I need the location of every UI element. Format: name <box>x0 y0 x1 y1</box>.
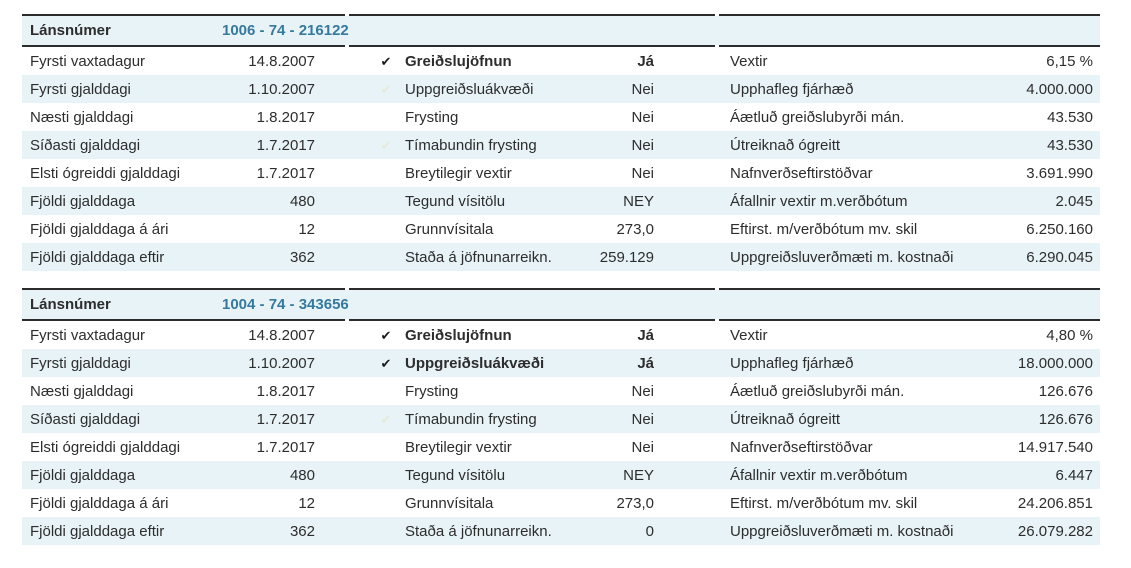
loan-number-label: Lánsnúmer <box>30 296 111 313</box>
table-row <box>22 489 1100 517</box>
clause-label: Greiðslujöfnun <box>405 52 512 70</box>
date-value: 1.8.2017 <box>256 382 315 400</box>
amount-value: 18.000.000 <box>1017 354 1093 372</box>
amount-value: 26.079.282 <box>1017 522 1093 540</box>
amount-label: Nafnverðseftirstöðvar <box>730 438 873 456</box>
clause-value: Nei <box>631 438 654 456</box>
section-rows <box>22 321 1100 545</box>
table-row <box>22 215 1100 243</box>
clause-value: Já <box>637 354 654 372</box>
check-icon-faint: ✔ <box>380 82 392 96</box>
table-row <box>22 243 1100 271</box>
check-icon: ✔ <box>380 54 392 68</box>
amount-label: Vextir <box>730 52 768 70</box>
clause-label: Grunnvísitala <box>405 494 494 512</box>
clause-label: Breytilegir vextir <box>405 438 512 456</box>
table-row <box>22 131 1100 159</box>
clause-value: 273,0 <box>616 220 654 238</box>
date-label: Fjöldi gjalddaga eftir <box>30 522 165 540</box>
date-value: 12 <box>298 494 315 512</box>
loan-number-link[interactable]: 1006 - 74 - 216122 <box>222 22 349 39</box>
clause-label: Uppgreiðsluákvæði <box>405 354 545 372</box>
date-value: 1.10.2007 <box>248 354 315 372</box>
date-label: Fyrsti vaxtadagur <box>30 326 146 344</box>
check-icon: ✔ <box>380 356 392 370</box>
amount-label: Áfallnir vextir m.verðbótum <box>730 466 908 484</box>
check-icon-faint: ✔ <box>380 138 392 152</box>
date-label: Elsti ógreiddi gjalddagi <box>30 164 181 182</box>
clause-value: Nei <box>631 382 654 400</box>
table-row <box>22 349 1100 377</box>
date-value: 362 <box>289 522 315 540</box>
clause-label: Frysting <box>405 108 459 126</box>
date-value: 480 <box>289 466 315 484</box>
amount-label: Nafnverðseftirstöðvar <box>730 164 873 182</box>
table-row <box>22 103 1100 131</box>
clause-value: 273,0 <box>616 494 654 512</box>
amount-value: 6.290.045 <box>1026 248 1093 266</box>
clause-label: Breytilegir vextir <box>405 164 512 182</box>
date-label: Fyrsti vaxtadagur <box>30 52 146 70</box>
amount-label: Áætluð greiðslubyrði mán. <box>730 108 905 126</box>
date-label: Síðasti gjalddagi <box>30 410 141 428</box>
loan-number-label: Lánsnúmer <box>30 22 111 39</box>
clause-value: Nei <box>631 80 654 98</box>
amount-value: 24.206.851 <box>1017 494 1093 512</box>
clause-value: Já <box>637 326 654 344</box>
date-label: Elsti ógreiddi gjalddagi <box>30 438 181 456</box>
amount-label: Eftirst. m/verðbótum mv. skil <box>730 220 918 238</box>
table-row <box>22 75 1100 103</box>
clause-label: Tegund vísitölu <box>405 466 506 484</box>
section-header <box>22 290 1100 319</box>
clause-value: Nei <box>631 410 654 428</box>
clause-label: Frysting <box>405 382 459 400</box>
date-value: 14.8.2007 <box>248 52 315 70</box>
date-label: Fjöldi gjalddaga á ári <box>30 494 169 512</box>
amount-value: 4.000.000 <box>1026 80 1093 98</box>
clause-value: Nei <box>631 136 654 154</box>
clause-label: Grunnvísitala <box>405 220 494 238</box>
amount-value: 43.530 <box>1047 108 1093 126</box>
clause-value: Já <box>637 52 654 70</box>
clause-label: Staða á jöfnunarreikn. <box>405 248 552 266</box>
table-row <box>22 321 1100 349</box>
amount-value: 3.691.990 <box>1026 164 1093 182</box>
table-row <box>22 47 1100 75</box>
date-label: Fyrsti gjalddagi <box>30 354 131 372</box>
date-value: 1.7.2017 <box>256 438 315 456</box>
date-value: 14.8.2007 <box>248 326 315 344</box>
amount-label: Eftirst. m/verðbótum mv. skil <box>730 494 918 512</box>
table-row <box>22 405 1100 433</box>
amount-value: 2.045 <box>1055 192 1093 210</box>
date-value: 1.8.2017 <box>256 108 315 126</box>
amount-label: Útreiknað ógreitt <box>730 410 841 428</box>
clause-label: Tímabundin frysting <box>405 136 537 154</box>
clause-value: 259.129 <box>599 248 654 266</box>
table-row <box>22 461 1100 489</box>
amount-label: Upphafleg fjárhæð <box>730 80 854 98</box>
loan-number-link[interactable]: 1004 - 74 - 343656 <box>222 296 349 313</box>
date-value: 1.7.2017 <box>256 136 315 154</box>
table-row <box>22 433 1100 461</box>
loan-section <box>22 288 1100 545</box>
table-row <box>22 187 1100 215</box>
date-label: Fjöldi gjalddaga á ári <box>30 220 169 238</box>
amount-value: 14.917.540 <box>1017 438 1093 456</box>
loan-section <box>22 14 1100 271</box>
clause-value: Nei <box>631 164 654 182</box>
clause-value: 0 <box>645 522 654 540</box>
date-value: 12 <box>298 220 315 238</box>
section-rows <box>22 47 1100 271</box>
check-icon-faint: ✔ <box>380 412 392 426</box>
amount-label: Áfallnir vextir m.verðbótum <box>730 192 908 210</box>
date-value: 1.7.2017 <box>256 410 315 428</box>
amount-label: Útreiknað ógreitt <box>730 136 841 154</box>
date-value: 480 <box>289 192 315 210</box>
amount-label: Upphafleg fjárhæð <box>730 354 854 372</box>
date-label: Fjöldi gjalddaga <box>30 192 136 210</box>
amount-label: Áætluð greiðslubyrði mán. <box>730 382 905 400</box>
date-value: 1.7.2017 <box>256 164 315 182</box>
clause-label: Staða á jöfnunarreikn. <box>405 522 552 540</box>
date-label: Fjöldi gjalddaga <box>30 466 136 484</box>
clause-label: Tímabundin frysting <box>405 410 537 428</box>
amount-label: Uppgreiðsluverðmæti m. kostnaði <box>730 522 954 540</box>
date-label: Fyrsti gjalddagi <box>30 80 131 98</box>
amount-label: Uppgreiðsluverðmæti m. kostnaði <box>730 248 954 266</box>
date-label: Síðasti gjalddagi <box>30 136 141 154</box>
clause-label: Greiðslujöfnun <box>405 326 512 344</box>
clause-label: Uppgreiðsluákvæði <box>405 80 534 98</box>
date-label: Næsti gjalddagi <box>30 382 134 400</box>
amount-value: 126.676 <box>1038 382 1093 400</box>
section-header <box>22 16 1100 45</box>
amount-value: 6,15 % <box>1046 52 1093 70</box>
clause-label: Tegund vísitölu <box>405 192 506 210</box>
date-label: Fjöldi gjalddaga eftir <box>30 248 165 266</box>
amount-label: Vextir <box>730 326 768 344</box>
check-icon: ✔ <box>380 328 392 342</box>
amount-value: 43.530 <box>1047 136 1093 154</box>
date-label: Næsti gjalddagi <box>30 108 134 126</box>
amount-value: 126.676 <box>1038 410 1093 428</box>
clause-value: NEY <box>623 192 654 210</box>
clause-value: NEY <box>623 466 654 484</box>
date-value: 1.10.2007 <box>248 80 315 98</box>
amount-value: 6.447 <box>1055 466 1093 484</box>
clause-value: Nei <box>631 108 654 126</box>
table-row <box>22 517 1100 545</box>
table-row <box>22 377 1100 405</box>
amount-value: 6.250.160 <box>1026 220 1093 238</box>
table-row <box>22 159 1100 187</box>
date-value: 362 <box>289 248 315 266</box>
amount-value: 4,80 % <box>1046 326 1093 344</box>
